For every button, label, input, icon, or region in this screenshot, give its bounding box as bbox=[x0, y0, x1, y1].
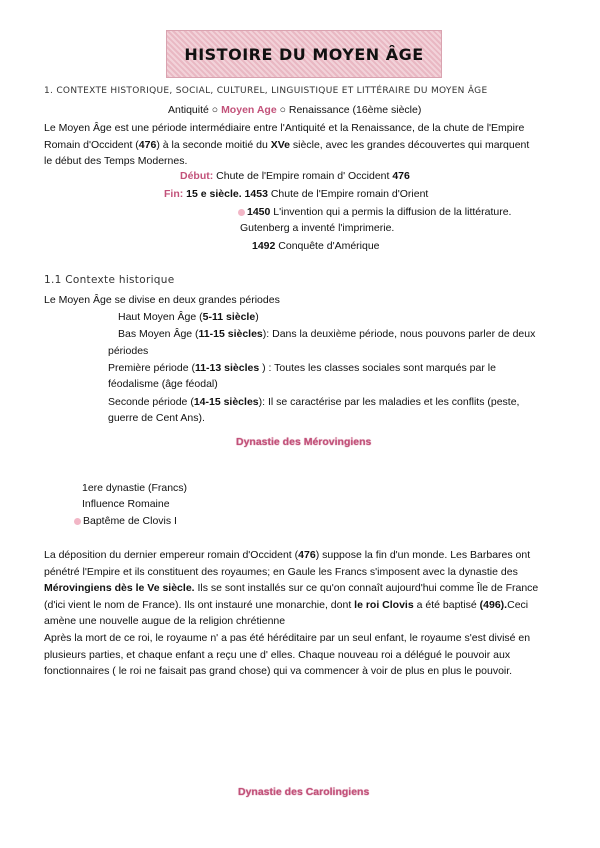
page-title: HISTOIRE DU MOYEN ÂGE bbox=[184, 44, 424, 64]
merov-item-1: 1ere dynastie (Francs) bbox=[82, 482, 188, 494]
timeline-after: Renaissance (16ème siècle) bbox=[288, 104, 422, 116]
para-line: pénétré l'Empire et ils constituent des royaumes; en Gaule les Francs s'imposent avec la dynastie des bbox=[44, 565, 518, 578]
section-1-1-heading: 1.1 Contexte historique bbox=[44, 274, 175, 286]
para-line: Après la mort de ce roi, le royaume n' a pas été héréditaire par un seul enfant, le royaume s'est divisé en bbox=[44, 632, 531, 644]
periods-intro: Le Moyen Âge se divise en deux grandes périodes bbox=[44, 294, 280, 306]
merovingians-heading: Dynastie des Mérovingiens bbox=[236, 436, 372, 448]
timeline-sep: ○ bbox=[276, 104, 289, 116]
merov-paragraph-2 bbox=[44, 630, 530, 680]
intro-line: Romain d'Occident (476) à la seconde moitié du XVe siècle, avec les grandes découvertes qui marquent bbox=[44, 138, 530, 151]
flower-bullet-icon bbox=[238, 209, 245, 216]
intro-paragraph bbox=[44, 120, 529, 170]
fin-line: Fin: 15 e siècle. 1453 Chute de l'Empire romain d'Orient bbox=[164, 188, 429, 200]
para-line: (d'ici vient le nom de France). Ils ont instauré une monarchie, dont le roi Clovis a été baptisé (496).Ceci bbox=[44, 598, 529, 611]
event-1450-line2: Gutenberg a inventé l'imprimerie. bbox=[240, 222, 395, 234]
event-1450: 1450 L'invention qui a permis la diffusion de la littérature. bbox=[238, 206, 511, 218]
merov-item-2: Influence Romaine bbox=[82, 498, 170, 510]
merov-paragraph-1 bbox=[44, 547, 538, 630]
bas-moyen-age: Bas Moyen Âge (11-15 siècles): Dans la deuxième période, nous pouvons parler de deux bbox=[118, 328, 536, 340]
haut-moyen-age: Haut Moyen Âge (5-11 siècle) bbox=[118, 311, 259, 323]
para-line: fonctionnaires ( le roi ne faisait pas grand chose) qui va commencer à voir de plus en plus le pouvoir. bbox=[44, 665, 513, 677]
seconde-periode: Seconde période (14-15 siècles): Il se caractérise par les maladies et les conflits (peste, bbox=[108, 396, 520, 408]
seconde-periode-line2: guerre de Cent Ans). bbox=[108, 412, 205, 424]
para-line: amène une nouvelle augue de la religion chrétienne bbox=[44, 615, 286, 627]
timeline-before: Antiquité bbox=[168, 104, 209, 116]
para-line: plusieurs parties, et chaque enfant a reçu une d' elles. Chaque nouveau roi a délégué le pouvoir aux bbox=[44, 648, 511, 661]
timeline-sep: ○ bbox=[208, 104, 222, 116]
carolingians-heading: Dynastie des Carolingiens bbox=[238, 786, 370, 798]
timeline-current: Moyen Age bbox=[221, 104, 277, 116]
bas-moyen-age-line2: périodes bbox=[108, 345, 149, 357]
debut-line: Début: Chute de l'Empire romain d' Occident 476 bbox=[180, 170, 410, 182]
timeline bbox=[168, 104, 421, 116]
premiere-periode-line2: féodalisme (âge féodal) bbox=[108, 378, 218, 390]
event-1492: 1492 Conquête d'Amérique bbox=[252, 240, 380, 252]
premiere-periode: Première période (11-13 siècles ) : Toutes les classes sociales sont marqués par le bbox=[108, 362, 496, 374]
intro-line: Le Moyen Âge est une période intermédiaire entre l'Antiquité et la Renaissance, de la chute de l'Empire bbox=[44, 122, 525, 134]
flower-bullet-icon bbox=[74, 518, 81, 525]
para-line: La déposition du dernier empereur romain d'Occident (476) suppose la fin d'un monde. Les Barbares ont bbox=[44, 549, 531, 561]
para-line: Mérovingiens dès le Ve siècle. Ils se sont installés sur ce qu'on connaît aujourd'hui comme Île de France bbox=[44, 582, 539, 594]
intro-line: le début des Temps Modernes. bbox=[44, 155, 188, 167]
merov-item-3: Baptême de Clovis I bbox=[74, 515, 177, 527]
section-1-heading: 1. CONTEXTE HISTORIQUE, SOCIAL, CULTUREL, LINGUISTIQUE ET LITTÉRAIRE DU MOYEN ÂGE bbox=[44, 86, 488, 96]
title-banner bbox=[166, 30, 442, 78]
